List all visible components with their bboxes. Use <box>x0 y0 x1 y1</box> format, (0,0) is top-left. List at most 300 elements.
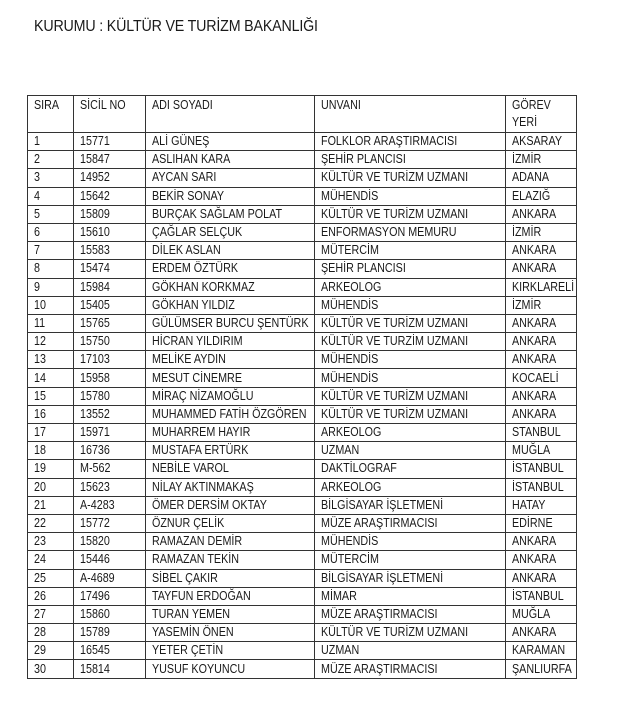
cell-unvani <box>315 405 506 423</box>
cell-unvani <box>315 260 506 278</box>
cell-sicil-no-text: 17496 <box>80 588 110 603</box>
cell-sicil-no-text: 15474 <box>80 261 110 276</box>
cell-unvani <box>315 351 506 369</box>
cell-sicil-no-text: 15446 <box>80 552 110 567</box>
cell-sira <box>28 514 74 532</box>
table-row <box>28 624 577 642</box>
cell-unvani-text: MÜTERCİM <box>321 552 379 567</box>
cell-sicil-no <box>74 442 146 460</box>
cell-sira <box>28 424 74 442</box>
cell-sicil-no-text: 15771 <box>80 134 110 149</box>
table-row <box>28 442 577 460</box>
cell-sicil-no-text: 15847 <box>80 152 110 167</box>
cell-sira <box>28 369 74 387</box>
cell-adi-soyadi-text: ERDEM ÖZTÜRK <box>152 261 238 276</box>
table-row <box>28 205 577 223</box>
cell-adi-soyadi <box>146 242 315 260</box>
cell-sicil-no <box>74 496 146 514</box>
cell-unvani <box>315 569 506 587</box>
cell-sicil-no-text: 15623 <box>80 479 110 494</box>
table-row <box>28 278 577 296</box>
table-row <box>28 369 577 387</box>
cell-sira <box>28 187 74 205</box>
header-unvani <box>315 96 506 133</box>
cell-gorev-yeri-text: İSTANBUL <box>512 479 564 494</box>
cell-gorev-yeri <box>506 660 577 678</box>
cell-unvani <box>315 442 506 460</box>
cell-sicil-no-text: 16736 <box>80 443 110 458</box>
cell-gorev-yeri <box>506 624 577 642</box>
cell-gorev-yeri-text: ANKARA <box>512 334 557 349</box>
cell-unvani-text: KÜLTÜR VE TURİZM UZMANI <box>321 206 469 221</box>
cell-gorev-yeri-text: ANKARA <box>512 243 557 258</box>
cell-adi-soyadi-text: TURAN YEMEN <box>152 606 231 621</box>
cell-gorev-yeri <box>506 533 577 551</box>
cell-sicil-no-text: 16545 <box>80 643 110 658</box>
cell-unvani-text: UZMAN <box>321 643 360 658</box>
cell-adi-soyadi <box>146 442 315 460</box>
cell-unvani <box>315 514 506 532</box>
cell-sicil-no-text: 15809 <box>80 206 110 221</box>
cell-sicil-no-text: 15780 <box>80 388 110 403</box>
cell-sira <box>28 205 74 223</box>
cell-unvani-text: UZMAN <box>321 443 360 458</box>
cell-sira <box>28 242 74 260</box>
cell-unvani-text: MÜHENDİS <box>321 188 379 203</box>
cell-unvani-text: MÜHENDİS <box>321 534 379 549</box>
cell-sicil-no <box>74 605 146 623</box>
cell-adi-soyadi-text: YUSUF KOYUNCU <box>152 661 246 676</box>
cell-sira-text: 26 <box>34 588 46 603</box>
cell-sicil-no-text: 15789 <box>80 625 110 640</box>
cell-gorev-yeri-text: ANKARA <box>512 315 557 330</box>
cell-gorev-yeri-text: ANKARA <box>512 206 557 221</box>
cell-sicil-no <box>74 478 146 496</box>
cell-adi-soyadi <box>146 460 315 478</box>
cell-gorev-yeri <box>506 369 577 387</box>
cell-gorev-yeri <box>506 260 577 278</box>
cell-unvani-text: ARKEOLOG <box>321 425 382 440</box>
cell-adi-soyadi <box>146 496 315 514</box>
table-row <box>28 533 577 551</box>
cell-sira <box>28 351 74 369</box>
cell-sicil-no-text: 17103 <box>80 352 110 367</box>
cell-sira-text: 7 <box>34 243 40 258</box>
cell-sira <box>28 660 74 678</box>
cell-adi-soyadi <box>146 587 315 605</box>
cell-adi-soyadi <box>146 369 315 387</box>
cell-adi-soyadi-text: TAYFUN ERDOĞAN <box>152 588 251 603</box>
cell-gorev-yeri-text: ADANA <box>512 170 550 185</box>
cell-gorev-yeri <box>506 424 577 442</box>
table-row <box>28 642 577 660</box>
cell-adi-soyadi-text: ÖZNUR ÇELİK <box>152 516 225 531</box>
header-sira-label: SIRA <box>34 98 60 112</box>
cell-unvani <box>315 660 506 678</box>
table-row <box>28 460 577 478</box>
cell-sira-text: 10 <box>34 297 46 312</box>
header-sira <box>28 96 74 133</box>
cell-sira <box>28 605 74 623</box>
cell-sira-text: 11 <box>34 315 46 330</box>
cell-sira <box>28 278 74 296</box>
header-gorev-yeri-line2: YERİ <box>512 115 538 129</box>
cell-sicil-no-text: 14952 <box>80 170 110 185</box>
cell-gorev-yeri-text: ANKARA <box>512 534 557 549</box>
cell-gorev-yeri-text: İSTANBUL <box>512 461 564 476</box>
cell-adi-soyadi-text: DİLEK ASLAN <box>152 243 221 258</box>
cell-adi-soyadi <box>146 533 315 551</box>
header-sicil-no <box>74 96 146 133</box>
cell-sicil-no-text: A-4283 <box>80 497 115 512</box>
cell-sicil-no <box>74 514 146 532</box>
cell-adi-soyadi <box>146 260 315 278</box>
cell-adi-soyadi <box>146 642 315 660</box>
table-row <box>28 151 577 169</box>
cell-unvani-text: MÜHENDİS <box>321 297 379 312</box>
cell-sicil-no <box>74 296 146 314</box>
cell-adi-soyadi-text: RAMAZAN DEMİR <box>152 534 243 549</box>
cell-sira <box>28 496 74 514</box>
cell-sira <box>28 460 74 478</box>
cell-unvani-text: MÜZE ARAŞTIRMACISI <box>321 661 438 676</box>
cell-sira-text: 4 <box>34 188 40 203</box>
cell-gorev-yeri-text: MUĞLA <box>512 443 551 458</box>
cell-sira-text: 24 <box>34 552 46 567</box>
cell-sicil-no <box>74 533 146 551</box>
cell-sira-text: 3 <box>34 170 40 185</box>
cell-unvani <box>315 533 506 551</box>
cell-gorev-yeri <box>506 587 577 605</box>
cell-adi-soyadi-text: AYCAN SARI <box>152 170 217 185</box>
cell-gorev-yeri <box>506 387 577 405</box>
cell-sicil-no-text: 15958 <box>80 370 110 385</box>
cell-sicil-no <box>74 460 146 478</box>
cell-sicil-no-text: 15772 <box>80 516 110 531</box>
cell-gorev-yeri-text: ŞANLIURFA <box>512 661 572 676</box>
cell-gorev-yeri-text: ELAZIĞ <box>512 188 551 203</box>
cell-adi-soyadi-text: GÜLÜMSER BURCU ŞENTÜRK <box>152 315 309 330</box>
cell-sicil-no <box>74 333 146 351</box>
cell-sira <box>28 551 74 569</box>
table-row <box>28 405 577 423</box>
cell-sicil-no <box>74 169 146 187</box>
header-unvani-label: UNVANI <box>321 98 361 112</box>
cell-sicil-no <box>74 569 146 587</box>
cell-sicil-no-text: M-562 <box>80 461 111 476</box>
cell-gorev-yeri-text: İZMİR <box>512 225 542 240</box>
cell-sira-text: 28 <box>34 625 46 640</box>
cell-adi-soyadi <box>146 424 315 442</box>
header-adi-soyadi <box>146 96 315 133</box>
cell-gorev-yeri <box>506 314 577 332</box>
cell-adi-soyadi <box>146 478 315 496</box>
cell-adi-soyadi-text: MİRAÇ NİZAMOĞLU <box>152 388 254 403</box>
cell-sira-text: 29 <box>34 643 46 658</box>
header-adi-soyadi-label: ADI SOYADI <box>152 98 213 112</box>
table-row <box>28 133 577 151</box>
cell-adi-soyadi <box>146 660 315 678</box>
cell-gorev-yeri <box>506 642 577 660</box>
cell-sira <box>28 314 74 332</box>
cell-unvani-text: ARKEOLOG <box>321 479 382 494</box>
cell-sira-text: 18 <box>34 443 46 458</box>
cell-sicil-no-text: 15971 <box>80 425 110 440</box>
cell-sira-text: 17 <box>34 425 46 440</box>
cell-sicil-no-text: 15820 <box>80 534 110 549</box>
cell-sicil-no-text: 15860 <box>80 606 110 621</box>
cell-gorev-yeri <box>506 187 577 205</box>
cell-sicil-no <box>74 351 146 369</box>
cell-adi-soyadi <box>146 314 315 332</box>
cell-adi-soyadi <box>146 333 315 351</box>
table-row <box>28 260 577 278</box>
cell-unvani <box>315 551 506 569</box>
cell-gorev-yeri <box>506 478 577 496</box>
table-row <box>28 478 577 496</box>
cell-unvani <box>315 223 506 241</box>
cell-adi-soyadi <box>146 387 315 405</box>
cell-gorev-yeri-text: EDİRNE <box>512 516 553 531</box>
cell-sira-text: 6 <box>34 225 40 240</box>
cell-unvani <box>315 242 506 260</box>
cell-adi-soyadi <box>146 551 315 569</box>
cell-sira <box>28 387 74 405</box>
cell-sira <box>28 642 74 660</box>
cell-adi-soyadi-text: RAMAZAN TEKİN <box>152 552 240 567</box>
cell-sicil-no-text: 13552 <box>80 406 110 421</box>
cell-gorev-yeri-text: İZMİR <box>512 152 542 167</box>
cell-adi-soyadi-text: HİCRAN YILDIRIM <box>152 334 243 349</box>
cell-unvani-text: KÜLTÜR VE TURİZM UZMANI <box>321 170 469 185</box>
cell-unvani <box>315 369 506 387</box>
cell-gorev-yeri <box>506 133 577 151</box>
cell-gorev-yeri <box>506 605 577 623</box>
cell-sira <box>28 133 74 151</box>
cell-adi-soyadi-text: BURÇAK SAĞLAM POLAT <box>152 206 283 221</box>
cell-adi-soyadi-text: MUHARREM HAYIR <box>152 425 251 440</box>
cell-gorev-yeri-text: ANKARA <box>512 570 557 585</box>
cell-unvani-text: KÜLTÜR VE TURİZM UZMANI <box>321 625 469 640</box>
cell-gorev-yeri-text: KOCAELİ <box>512 370 559 385</box>
cell-gorev-yeri-text: KIRKLARELİ <box>512 279 575 294</box>
cell-sira-text: 21 <box>34 497 46 512</box>
cell-sira <box>28 169 74 187</box>
cell-sicil-no-text: 15984 <box>80 279 110 294</box>
cell-sicil-no-text: 15814 <box>80 661 110 676</box>
cell-sicil-no <box>74 205 146 223</box>
cell-sicil-no-text: 15405 <box>80 297 110 312</box>
cell-adi-soyadi-text: YETER ÇETİN <box>152 643 224 658</box>
cell-gorev-yeri-text: HATAY <box>512 497 546 512</box>
cell-unvani-text: BİLGİSAYAR İŞLETMENİ <box>321 497 444 512</box>
cell-unvani-text: ŞEHİR PLANCISI <box>321 152 406 167</box>
cell-gorev-yeri <box>506 496 577 514</box>
cell-unvani <box>315 460 506 478</box>
cell-sira <box>28 333 74 351</box>
cell-gorev-yeri <box>506 569 577 587</box>
cell-sira-text: 25 <box>34 570 46 585</box>
cell-unvani <box>315 169 506 187</box>
cell-gorev-yeri-text: ANKARA <box>512 625 557 640</box>
table-row <box>28 242 577 260</box>
cell-gorev-yeri-text: İZMİR <box>512 297 542 312</box>
table-row <box>28 605 577 623</box>
cell-adi-soyadi <box>146 351 315 369</box>
cell-adi-soyadi-text: GÖKHAN KORKMAZ <box>152 279 255 294</box>
cell-gorev-yeri-text: KARAMAN <box>512 643 566 658</box>
cell-unvani <box>315 424 506 442</box>
cell-sicil-no <box>74 314 146 332</box>
cell-unvani <box>315 133 506 151</box>
cell-unvani <box>315 387 506 405</box>
cell-unvani <box>315 587 506 605</box>
cell-unvani-text: FOLKLOR ARAŞTIRMACISI <box>321 134 458 149</box>
cell-gorev-yeri-text: İSTANBUL <box>512 588 564 603</box>
cell-unvani-text: KÜLTÜR VE TURİZM UZMANI <box>321 315 469 330</box>
cell-sira <box>28 587 74 605</box>
cell-sira-text: 14 <box>34 370 46 385</box>
cell-sira-text: 9 <box>34 279 40 294</box>
table-row <box>28 424 577 442</box>
cell-sicil-no <box>74 642 146 660</box>
cell-sira <box>28 260 74 278</box>
table-row <box>28 569 577 587</box>
cell-adi-soyadi-text: BEKİR SONAY <box>152 188 225 203</box>
cell-sira <box>28 151 74 169</box>
cell-unvani <box>315 605 506 623</box>
cell-gorev-yeri <box>506 514 577 532</box>
cell-sicil-no-text: 15765 <box>80 315 110 330</box>
cell-gorev-yeri <box>506 405 577 423</box>
cell-adi-soyadi-text: YASEMİN ÖNEN <box>152 625 234 640</box>
cell-unvani <box>315 624 506 642</box>
cell-gorev-yeri <box>506 151 577 169</box>
cell-unvani-text: KÜLTÜR VE TURZİM UZMANI <box>321 334 469 349</box>
cell-sira-text: 16 <box>34 406 46 421</box>
table-row <box>28 296 577 314</box>
cell-adi-soyadi-text: NİLAY AKTINMAKAŞ <box>152 479 254 494</box>
cell-adi-soyadi <box>146 223 315 241</box>
table-row <box>28 187 577 205</box>
cell-sicil-no <box>74 587 146 605</box>
cell-adi-soyadi <box>146 405 315 423</box>
cell-adi-soyadi <box>146 624 315 642</box>
table-row <box>28 351 577 369</box>
cell-unvani-text: MİMAR <box>321 588 357 603</box>
table-row <box>28 660 577 678</box>
cell-unvani-text: BİLGİSAYAR İŞLETMENİ <box>321 570 444 585</box>
cell-gorev-yeri <box>506 442 577 460</box>
cell-sicil-no <box>74 551 146 569</box>
document-title: KURUMU : KÜLTÜR VE TURİZM BAKANLIĞI <box>34 18 318 35</box>
header-sicil-no-label: SİCİL NO <box>80 98 126 112</box>
cell-unvani <box>315 314 506 332</box>
cell-unvani <box>315 187 506 205</box>
cell-unvani <box>315 496 506 514</box>
cell-sira <box>28 533 74 551</box>
cell-sira <box>28 442 74 460</box>
cell-adi-soyadi-text: MELİKE AYDIN <box>152 352 226 367</box>
cell-sira-text: 12 <box>34 334 46 349</box>
cell-sicil-no <box>74 369 146 387</box>
header-gorev-yeri <box>506 96 577 133</box>
cell-sicil-no <box>74 278 146 296</box>
cell-adi-soyadi-text: MUHAMMED FATİH ÖZGÖREN <box>152 406 307 421</box>
cell-unvani <box>315 478 506 496</box>
cell-unvani <box>315 278 506 296</box>
cell-gorev-yeri-text: STANBUL <box>512 425 561 440</box>
table-row <box>28 496 577 514</box>
cell-gorev-yeri <box>506 296 577 314</box>
cell-sira-text: 23 <box>34 534 46 549</box>
cell-sira-text: 20 <box>34 479 46 494</box>
table-row <box>28 333 577 351</box>
table-row <box>28 169 577 187</box>
cell-gorev-yeri <box>506 205 577 223</box>
cell-sicil-no <box>74 660 146 678</box>
cell-adi-soyadi-text: ALİ GÜNEŞ <box>152 134 210 149</box>
cell-sira-text: 15 <box>34 388 46 403</box>
cell-sicil-no <box>74 187 146 205</box>
table-row <box>28 514 577 532</box>
cell-sicil-no <box>74 424 146 442</box>
cell-gorev-yeri-text: ANKARA <box>512 352 557 367</box>
cell-gorev-yeri-text: ANKARA <box>512 406 557 421</box>
cell-adi-soyadi <box>146 605 315 623</box>
cell-sicil-no-text: 15642 <box>80 188 110 203</box>
cell-unvani-text: MÜZE ARAŞTIRMACISI <box>321 516 438 531</box>
cell-adi-soyadi <box>146 151 315 169</box>
cell-sicil-no-text: 15750 <box>80 334 110 349</box>
cell-unvani <box>315 642 506 660</box>
cell-sicil-no-text: A-4689 <box>80 570 115 585</box>
cell-unvani <box>315 333 506 351</box>
cell-gorev-yeri <box>506 460 577 478</box>
cell-sira-text: 5 <box>34 206 40 221</box>
cell-adi-soyadi-text: GÖKHAN YILDIZ <box>152 297 235 312</box>
cell-sicil-no <box>74 624 146 642</box>
cell-unvani-text: KÜLTÜR VE TURİZM UZMANI <box>321 406 469 421</box>
cell-gorev-yeri <box>506 551 577 569</box>
header-gorev-yeri-line1: GÖREV <box>512 98 551 112</box>
cell-sira-text: 8 <box>34 261 40 276</box>
cell-sicil-no <box>74 387 146 405</box>
cell-sira-text: 22 <box>34 516 46 531</box>
cell-unvani-text: MÜZE ARAŞTIRMACISI <box>321 606 438 621</box>
cell-sira-text: 30 <box>34 661 46 676</box>
cell-unvani <box>315 296 506 314</box>
cell-sicil-no <box>74 133 146 151</box>
cell-gorev-yeri-text: ANKARA <box>512 388 557 403</box>
cell-sira-text: 19 <box>34 461 46 476</box>
cell-gorev-yeri-text: ANKARA <box>512 261 557 276</box>
cell-sicil-no-text: 15610 <box>80 225 110 240</box>
table-row <box>28 314 577 332</box>
cell-sira <box>28 478 74 496</box>
cell-adi-soyadi <box>146 569 315 587</box>
cell-adi-soyadi-text: ÖMER DERSİM OKTAY <box>152 497 267 512</box>
cell-unvani-text: KÜLTÜR VE TURİZM UZMANI <box>321 388 469 403</box>
cell-sicil-no <box>74 405 146 423</box>
cell-adi-soyadi <box>146 133 315 151</box>
table-row <box>28 551 577 569</box>
cell-gorev-yeri <box>506 333 577 351</box>
cell-adi-soyadi <box>146 187 315 205</box>
table-row <box>28 587 577 605</box>
cell-unvani-text: MÜTERCİM <box>321 243 379 258</box>
cell-sira <box>28 405 74 423</box>
